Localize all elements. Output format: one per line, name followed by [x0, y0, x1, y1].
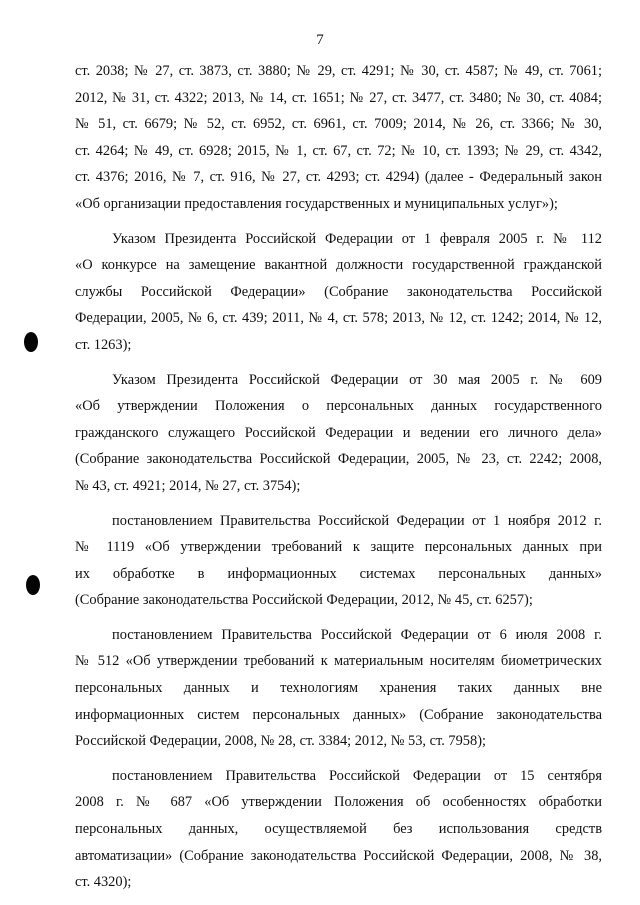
text-line: № 512 «Об утверждении требований к материальным носителям биометрических	[75, 653, 602, 670]
punch-hole-mark	[26, 575, 40, 595]
text-line: № 43, ст. 4921; 2014, № 27, ст. 3754);	[75, 477, 301, 494]
paragraph-resolution-687	[75, 763, 602, 896]
text-line: постановлением Правительства Российской Федерации от 15 сентября	[112, 767, 602, 784]
page-number: 7	[316, 32, 324, 48]
text-line: постановлением Правительства Российской Федерации от 6 июля 2008 г.	[112, 626, 602, 643]
paragraph-decree-112	[75, 226, 602, 359]
text-line: ст. 1263);	[75, 336, 132, 353]
text-line: ст. 2038; № 27, ст. 3873, ст. 3880; № 29, ст. 4291; № 30, ст. 4587; № 49, ст. 7061;	[75, 63, 602, 79]
text-line: «Об организации предоставления государственных и муниципальных услуг»);	[75, 195, 558, 212]
text-line: ст. 4264; № 49, ст. 6928; 2015, № 1, ст. 67, ст. 72; № 10, ст. 1393; № 29, ст. 4342,	[75, 142, 602, 159]
text-line: Российской Федерации, 2008, № 28, ст. 3384; 2012, № 53, ст. 7958);	[75, 733, 486, 750]
text-line: Указом Президента Российской Федерации от 1 февраля 2005 г. № 112	[112, 230, 602, 247]
text-line: информационных систем персональных данных» (Собрание законодательства	[75, 706, 602, 723]
text-line: «Об утверждении Положения о персональных данных государственного	[75, 398, 602, 415]
text-line: их обработке в информационных системах персональных данных»	[75, 565, 602, 582]
text-line: персональных данных, осуществляемой без использования средств	[75, 821, 602, 838]
text-line: Федерации, 2005, № 6, ст. 439; 2011, № 4, ст. 578; 2013, № 12, ст. 1242; 2014, № 12,	[75, 310, 602, 327]
paragraph-continuation-federal-law	[75, 58, 602, 218]
paragraph-resolution-512	[75, 622, 602, 755]
paragraph-decree-609	[75, 367, 602, 500]
text-line: гражданского служащего Российской Федерации и ведении его личного дела»	[75, 424, 602, 441]
text-line: № 1119 «Об утверждении требований к защите персональных данных при	[75, 539, 602, 556]
text-line: ст. 4320);	[75, 874, 132, 891]
text-line: № 51, ст. 6679; № 52, ст. 6952, ст. 6961, ст. 7009; 2014, № 26, ст. 3366; № 30,	[75, 116, 602, 133]
text-line: (Собрание законодательства Российской Федерации, 2005, № 23, ст. 2242; 2008,	[75, 451, 602, 468]
text-line: Указом Президента Российской Федерации от 30 мая 2005 г. № 609	[112, 371, 602, 388]
text-line: автоматизации» (Собрание законодательства Российской Федерации, 2008, № 38,	[75, 847, 602, 864]
text-line: «О конкурсе на замещение вакантной должности государственной гражданской	[75, 257, 602, 274]
text-line: ст. 4376; 2016, № 7, ст. 916, № 27, ст. 4293; ст. 4294) (далее - Федеральный закон	[75, 169, 602, 186]
paragraph-resolution-1119	[75, 508, 602, 614]
punch-hole-mark	[24, 332, 38, 352]
text-line: службы Российской Федерации» (Собрание законодательства Российской	[75, 283, 602, 300]
text-line: 2012, № 31, ст. 4322; 2013, № 14, ст. 1651; № 27, ст. 3477, ст. 3480; № 30, ст. 4084;	[75, 89, 602, 106]
text-line: постановлением Правительства Российской Федерации от 1 ноября 2012 г.	[112, 512, 602, 529]
text-line: (Собрание законодательства Российской Федерации, 2012, № 45, ст. 6257);	[75, 592, 533, 609]
text-line: персональных данных и технологиям хранения таких данных вне	[75, 680, 602, 697]
text-line: 2008 г. № 687 «Об утверждении Положения об особенностях обработки	[75, 794, 602, 811]
document-body	[75, 58, 602, 896]
